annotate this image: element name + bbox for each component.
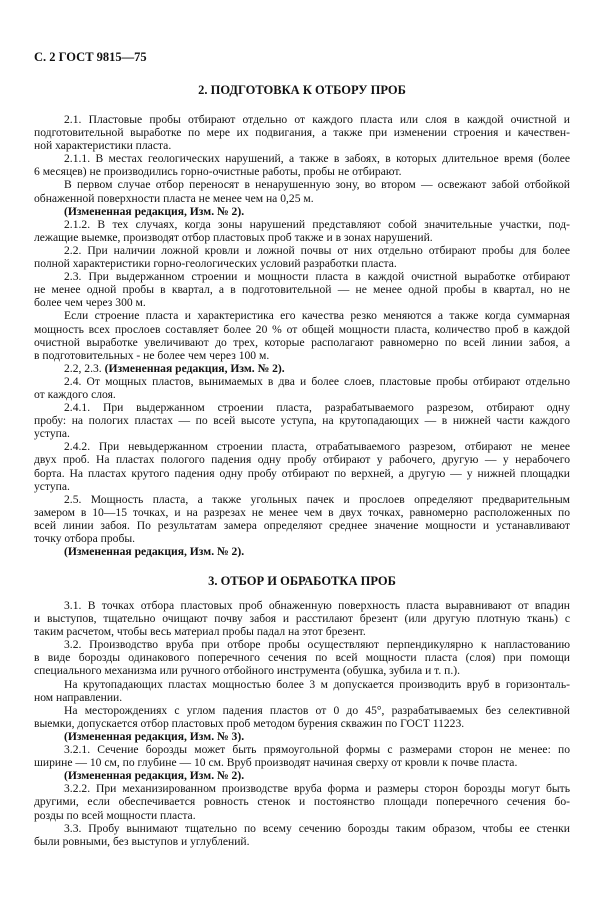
text-line: На месторождениях с углом падения пластов от 0 до 45°, разрабатываемых без селективной [64, 703, 570, 717]
text-line: 2.4.1. При выдержанном строении пласта, разрабатываемого разрезом, отбирают одну [64, 401, 570, 415]
text-line: Если строение пласта и характеристика его качества резко меняются а также когда суммарная [64, 309, 570, 323]
amendment-note [34, 205, 570, 218]
text-line: 2.2. При наличии ложной кровли и ложной почвы от них отдельно отбирают пробы для более [64, 243, 570, 257]
amendment-label: (Измененная редакция, Изм. № 3). [64, 729, 245, 743]
text-line: всей линии забоя. По результатам замера определяют среднее значение мощности и устанавливают [34, 518, 570, 532]
amendment-label: (Измененная редакция, Изм. № 2). [64, 204, 245, 218]
text-line: уступа. [34, 479, 70, 493]
paragraph [34, 113, 570, 152]
section-2-body [34, 113, 570, 558]
paragraph [34, 152, 570, 178]
paragraph [34, 822, 570, 848]
text-line: подготовительной выработке по мере их подвигания, а также при изменении строения и качествен- [34, 126, 570, 140]
text-line: 2.5. Мощность пласта, а также угольных пачек и прослоев определяют предварительным [64, 492, 570, 506]
paragraph [34, 493, 570, 545]
text-line: точку отбора пробы. [34, 532, 136, 545]
section-3-body [34, 599, 570, 848]
text-line: 2.1.2. В тех случаях, когда зоны нарушений представляют собой значительные участки, под- [64, 217, 570, 231]
text-line: 3.2.1. Сечение борозды может быть прямоугольной формы с размерами сторон не менее: по [64, 743, 570, 757]
text-line: обнаженной поверхности пласта не менее чем на 0,25 м. [34, 191, 314, 205]
clause-reference: 2.2, 2.3. [64, 361, 105, 375]
text-line: более чем через 300 м. [34, 296, 146, 310]
text-line: очистной выработке увеличивают до трех, которые располагают равномерно по всей линии забоя, а [34, 335, 570, 349]
section-3-title: 3. ОТБОР И ОБРАБОТКА ПРОБ [208, 574, 396, 588]
text-line: розды по всей мощности пласта. [34, 808, 196, 822]
text-line: 2.4.2. При невыдержанном строении пласта, отрабатываемого разрезом, отбирают не менее [64, 440, 570, 454]
text-line: ной характеристики пласта. [34, 139, 172, 153]
text-line: полной характеристики горно-геологических условий разработки пласта. [34, 257, 397, 271]
paragraph [34, 244, 570, 270]
text-line: 3.2. Производство вруба при отборе пробы осуществляют перпендикулярно к напластованию [64, 638, 570, 652]
text-line: пробу: на пологих пластах — по всей высоте уступа, на крутопадающих — в нижней части каждого [34, 414, 570, 428]
text-line [34, 545, 570, 558]
text-line [34, 769, 570, 782]
amendment-note [34, 545, 570, 558]
amendment-note [34, 769, 570, 782]
text-line: уступа. [34, 427, 70, 441]
paragraph [34, 782, 570, 821]
text-line: и выступов, тщательно очищают почву забоя и расстилают брезент (или другую плотную ткань) с [34, 612, 570, 626]
text-line: в подготовительных - не более чем через 100 м. [34, 348, 270, 362]
text-line: 2.3. При выдержанном строении и мощности пласта в каждой очистной выработке отбирают [64, 270, 570, 284]
text-line: 2.4. От мощных пластов, вынимаемых в два и более слоев, пластовые пробы отбирают отдельно [64, 374, 570, 388]
text-line: замером в 10—15 точках, и на разрезах не менее чем в двух точках, равномерно расположенных по [34, 505, 570, 519]
paragraph [34, 401, 570, 440]
text-line: от каждого слоя. [34, 387, 116, 401]
text-line: специального механизма или ручного отбойного инструмента (обушка, зубила и т. п.). [34, 664, 461, 678]
text-line: 3.3. Пробу вынимают тщательно по всему сечению борозды таким образом, чтобы ее стенки [64, 821, 570, 835]
amendment-note [34, 730, 570, 743]
paragraph [34, 178, 570, 204]
text-line: 2.1.1. В местах геологических нарушений, а также в забоях, в которых длительное время (более [64, 152, 570, 166]
text-line: В первом случае отбор переносят в ненарушенную зону, во втором — освежают забой отбойкой [64, 178, 570, 192]
text-line: борта. На пластах крутого падения одну пробу отбирают по верхней, а другую — у нижней площадки [34, 466, 570, 480]
text-line: в виде борозды одинакового поперечного сечения по всей мощности пласта (слоя) при помощи [34, 651, 570, 665]
text-line: 3.2.2. При механизированном производстве вруба форма и размеры сторон борозды могут быть [64, 782, 570, 796]
text-line: не менее одной пробы в квартал, а в подготовительной — не менее одной пробы в квартал, но не [34, 283, 570, 297]
paragraph [34, 743, 570, 769]
text-line: 3.1. В точках отбора пластовых проб обнаженную поверхность пласта выравнивают от впадин [64, 599, 570, 612]
amendment-label: (Измененная редакция, Изм. № 2). [104, 361, 285, 375]
text-line [34, 730, 570, 743]
paragraph [34, 704, 570, 730]
paragraph [34, 678, 570, 704]
text-line: другими, если обеспечивается ровность стенок и постоянство площади поперечного сечения бо- [34, 795, 570, 809]
text-line [34, 362, 570, 375]
amendment-label: (Измененная редакция, Изм. № 2). [64, 545, 245, 559]
text-line: двух проб. На пластах пологого падения одну пробу отбирают у рабочего, другую — у нерабочего [34, 453, 570, 467]
text-line: мощность всех прослоев составляет более 20 % от общей мощности пласта, количество проб в каждой [34, 322, 570, 336]
text-line: ширине — 10 см, по глубине — 10 см. Вруб производят начиная сверху от кровли к почве пласта. [34, 756, 518, 770]
text-line: выемки, допускается отбор пластовых проб методом бурения скважин по ГОСТ 11223. [34, 716, 465, 730]
paragraph [34, 599, 570, 638]
paragraph [34, 638, 570, 677]
text-line: 2.1. Пластовые пробы отбирают отдельно от каждого пласта или слоя в каждой очистной и [64, 113, 570, 126]
page-header: С. 2 ГОСТ 9815—75 [34, 50, 147, 64]
amendment-label: (Измененная редакция, Изм. № 2). [64, 769, 245, 783]
paragraph [34, 440, 570, 492]
text-line: таким расчетом, чтобы весь материал пробы падал на этот брезент. [34, 625, 366, 639]
text-line: ном направлении. [34, 690, 123, 704]
text-line: были ровными, без выступов и углублений. [34, 834, 250, 848]
text-line: лежащие выемке, производят отбор пластовых проб также и в зонах нарушений. [34, 230, 433, 244]
amendment-note [34, 362, 570, 375]
text-line [34, 205, 570, 218]
section-2-title: 2. ПОДГОТОВКА К ОТБОРУ ПРОБ [198, 83, 406, 97]
paragraph [34, 218, 570, 244]
paragraph [34, 375, 570, 401]
paragraph [34, 270, 570, 309]
paragraph [34, 309, 570, 361]
text-line: 6 месяцев) не производились горно-очистные работы, пробы не отбирают. [34, 165, 402, 179]
text-line: На крутопадающих пластах мощностью более 3 м допускается производить вруб в горизонталь- [64, 677, 570, 691]
